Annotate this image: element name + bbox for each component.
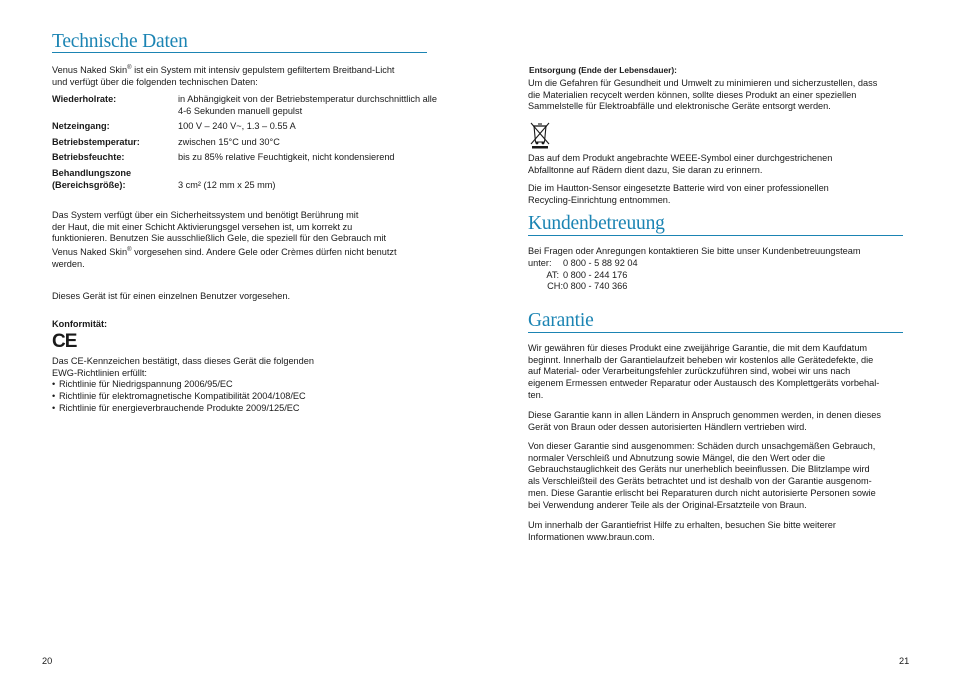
ce-mark-icon: CE — [52, 331, 77, 352]
spec-value: 3 cm² (12 mm x 25 mm) — [178, 180, 276, 190]
spec-value: in Abhängigkeit von der Betriebstemperatur durchschnittlich alle 4-6 Sekunden manuell gepulst — [178, 94, 437, 116]
warranty-line: als Verschleißteil des Geräts betrachtet und ist deshalb von der Garantie ausgenom- — [528, 476, 872, 487]
battery-line: Recycling-Einrichtung entnommen. — [528, 194, 671, 205]
safety-rest: vorgesehen sind. Andere Gele oder Crèmes dürfen nicht benutzt — [131, 247, 397, 258]
weee-line: Abfalltonne auf Rädern dient dazu, Sie daran zu erinnern. — [528, 164, 763, 175]
service-text: Bei Fragen oder Anregungen kontaktieren Sie bitte unser Kundenbetreuungsteam — [528, 246, 861, 256]
product-name: Venus Naked Skin — [52, 65, 128, 76]
disposal-line: die Materialien recycelt werden können, sollte dieses Produkt an einer speziellen — [528, 89, 857, 100]
warranty-paragraph-1 — [528, 343, 928, 402]
safety-paragraph — [52, 210, 447, 271]
battery-line: Die im Hautton-Sensor eingesetzte Batterie wird von einer professionellen — [528, 183, 829, 193]
disposal-text — [528, 78, 928, 113]
heading-technische-daten: Technische Daten — [52, 31, 188, 52]
safety-line: Das System verfügt über ein Sicherheitssystem und benötigt Berührung mit — [52, 210, 359, 220]
conformity-line: Das CE-Kennzeichen bestätigt, dass dieses Gerät die folgenden — [52, 356, 315, 366]
spec-label: Netzeingang: — [52, 121, 110, 131]
warranty-line: ten. — [528, 389, 544, 400]
heading-rule — [528, 332, 903, 333]
registered-mark: ® — [127, 247, 132, 254]
directive-list — [52, 379, 442, 414]
intro-line2: und verfügt über die folgenden technischen Daten: — [52, 76, 258, 87]
warranty-line: eigenem Ermessen entweder Reparatur oder Austausch des Komplettgeräts vorbehal- — [528, 378, 880, 389]
disposal-line: Sammelstelle für Elektroabfälle und elektronische Geräte entsorgt werden. — [528, 101, 831, 112]
registered-mark: ® — [127, 65, 132, 71]
safety-line: funktionieren. Benutzen Sie ausschließlich Gele, die speziell für den Gebrauch mit — [52, 233, 386, 244]
spec-label: Betriebsfeuchte: — [52, 152, 125, 162]
contact-table — [528, 258, 638, 293]
warranty-line: men. Diese Garantie erlischt bei Reparaturen durch nicht autorisierte Personen sowie — [528, 487, 876, 498]
warranty-line: Um innerhalb der Garantiefrist Hilfe zu erhalten, besuchen Sie bitte weiterer — [528, 520, 836, 530]
page-number: 20 — [42, 656, 53, 666]
warranty-line: normaler Verschleiß und Abnutzung sowie Mängel, die den Wert oder die — [528, 452, 826, 463]
list-item: • Richtlinie für elektromagnetische Kompatibilität 2004/108/EC — [52, 391, 442, 403]
disposal-line: Um die Gefahren für Gesundheit und Umwelt zu minimieren und sicherzustellen, dass — [528, 78, 878, 88]
warranty-paragraph-4 — [528, 520, 928, 543]
product-name: Venus Naked Skin — [52, 247, 128, 258]
single-user-text: Dieses Gerät ist für einen einzelnen Benutzer vorgesehen. — [52, 291, 290, 301]
warranty-line: Informationen www.braun.com. — [528, 531, 655, 542]
contact-country: unter: — [528, 258, 552, 268]
warranty-line: Wir gewähren für dieses Produkt eine zweijährige Garantie, die mit dem Kaufdatum — [528, 343, 868, 353]
weee-line: Das auf dem Produkt angebrachte WEEE-Symbol einer durchgestrichenen — [528, 153, 833, 163]
warranty-line: auf Material- oder Verarbeitungsfehler zurückzuführen sind, wobei wir uns nach — [528, 366, 851, 377]
warranty-paragraph-2 — [528, 410, 928, 433]
spec-label-2: (Bereichsgröße): — [52, 180, 126, 190]
contact-number: 0 800 - 244 176 — [563, 269, 628, 280]
contact-number: 0 800 - 5 88 92 04 — [563, 258, 638, 268]
list-item: • Richtlinie für energieverbrauchende Produkte 2009/125/EC — [52, 403, 442, 415]
conformity-heading: Konformität: — [52, 319, 108, 329]
heading-rule — [52, 52, 427, 53]
right-page — [477, 0, 954, 682]
weee-text — [528, 153, 928, 176]
safety-line: der Haut, die mit einer Schicht Aktivierungsgel versehen ist, um korrekt zu — [52, 221, 353, 232]
contact-country: AT: — [546, 269, 559, 280]
table-row — [528, 281, 638, 293]
table-row — [528, 270, 638, 282]
list-item: • Richtlinie für Niedrigspannung 2006/95/EC — [52, 379, 442, 391]
warranty-paragraph-3 — [528, 441, 928, 511]
intro-rest: ist ein System mit intensiv gepulstem gefiltertem Breitband-Licht — [131, 65, 395, 76]
heading-rule — [528, 235, 903, 236]
warranty-line: Von dieser Garantie sind ausgenommen: Schäden durch unsachgemäßen Gebrauch, — [528, 441, 876, 451]
conformity-text — [52, 356, 442, 415]
warranty-line: Diese Garantie kann in allen Ländern in Anspruch genommen werden, in denen dieses — [528, 410, 881, 420]
contact-number: 0 800 - 740 366 — [563, 281, 628, 292]
warranty-line: Gebrauchstauglichkeit des Geräts nur unerheblich beeinflussen. Die Blitzlampe wird — [528, 464, 870, 475]
battery-text — [528, 183, 928, 206]
heading-kundenbetreuung: Kundenbetreuung — [528, 213, 665, 234]
spec-label: Behandlungszone — [52, 168, 132, 178]
disposal-heading: Entsorgung (Ende der Lebensdauer): — [529, 65, 677, 75]
warranty-line: beginnt. Innerhalb der Garantielaufzeit beheben wir kostenlos alle Gerätedefekte, die — [528, 354, 874, 365]
spec-value: 100 V – 240 V~, 1.3 – 0.55 A — [178, 121, 296, 131]
spec-label: Wiederholrate: — [52, 94, 117, 104]
heading-garantie: Garantie — [528, 310, 594, 331]
page-number: 21 — [899, 656, 910, 666]
table-row — [528, 258, 638, 270]
intro-text — [52, 63, 442, 88]
spec-label: Betriebstemperatur: — [52, 137, 140, 147]
warranty-line: bei Verwendung anderer Teile als der Original-Ersatzteile von Braun. — [528, 499, 807, 510]
spec-value: zwischen 15°C und 30°C — [178, 137, 280, 147]
conformity-line: EWG-Richtlinien erfüllt: — [52, 367, 147, 378]
safety-line: werden. — [52, 258, 85, 269]
warranty-line: Gerät von Braun oder dessen autorisierten Händlern vertrieben wird. — [528, 421, 807, 432]
contact-country: CH: — [547, 281, 563, 292]
spec-value: bis zu 85% relative Feuchtigkeit, nicht kondensierend — [178, 152, 395, 162]
crossed-out-wheelie-bin-icon — [529, 121, 551, 149]
